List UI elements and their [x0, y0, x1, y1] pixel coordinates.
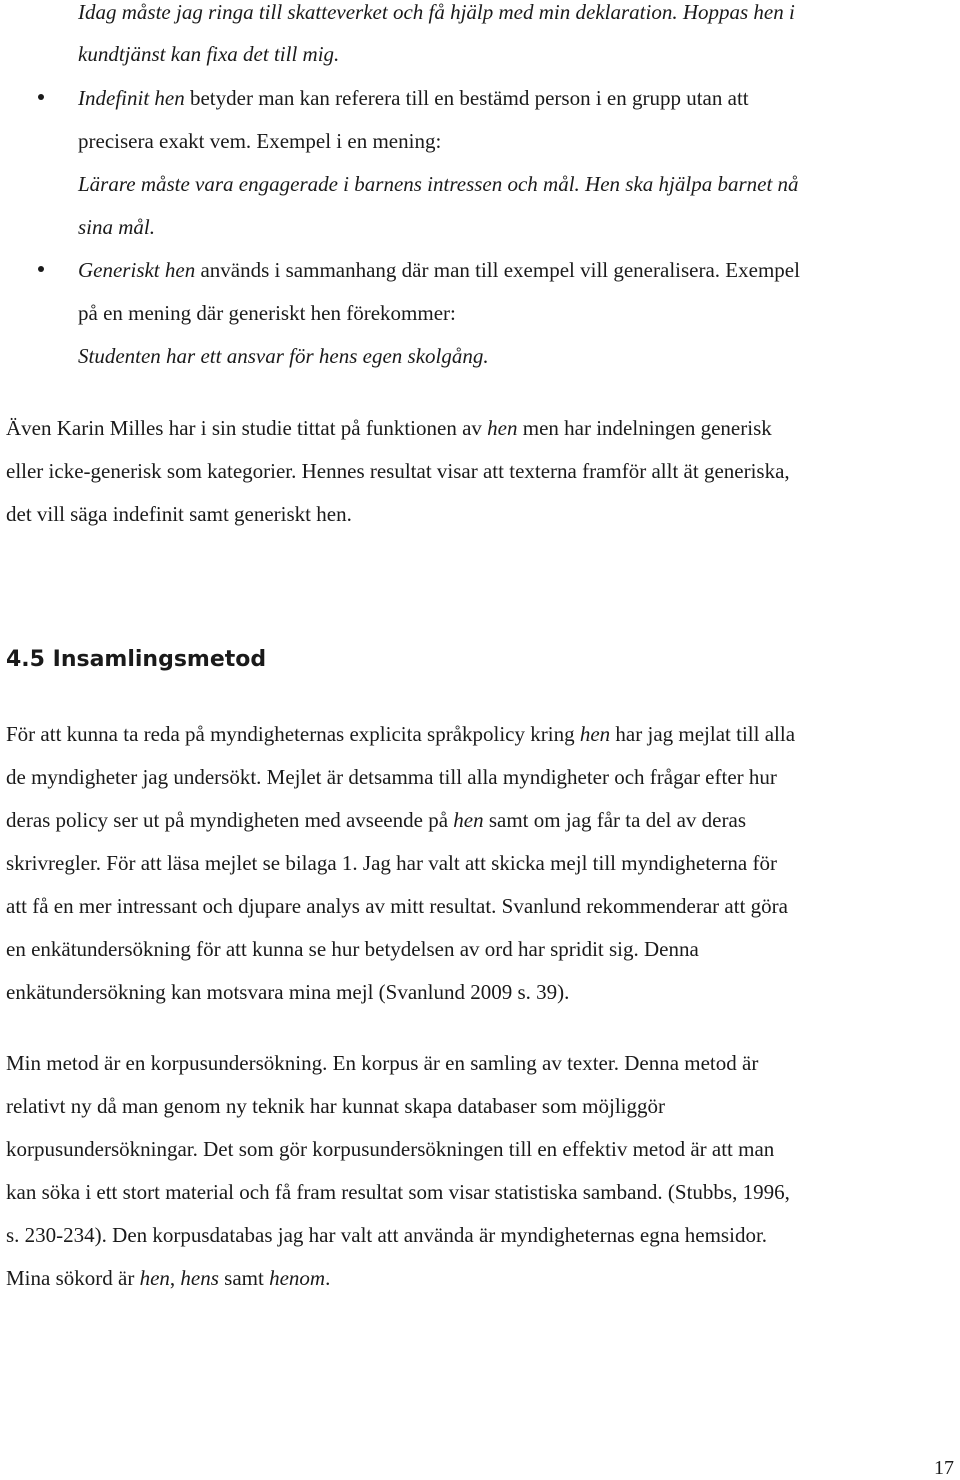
term-indefinit-hen: Indefinit hen	[78, 86, 185, 110]
emphasis-hens: hens	[180, 1266, 219, 1290]
example-sentence-line: Studenten har ett ansvar för hens egen skolgång.	[78, 344, 489, 368]
paragraph-line	[6, 808, 746, 832]
page-number: 17	[934, 1457, 954, 1479]
bullet-item-generiskt	[78, 258, 800, 282]
paragraph-line: s. 230-234). Den korpusdatabas jag har valt att använda är myndigheternas egna hemsidor.	[6, 1223, 768, 1247]
bullet-item-indefinit	[78, 86, 749, 110]
paragraph-line: en enkätundersökning för att kunna se hur betydelsen av ord har spridit sig. Denna	[6, 937, 699, 961]
bullet-text: betyder man kan referera till en bestämd person i en grupp utan att	[184, 86, 749, 110]
paragraph-line: kan söka i ett stort material och få fram resultat som visar statistiska samband. (Stubbs, 1996,	[6, 1180, 790, 1204]
example-sentence-line: kundtjänst kan fixa det till mig.	[78, 42, 340, 66]
emphasis-hen: hen	[579, 722, 611, 746]
text-run: ,	[169, 1266, 181, 1290]
text-run: men har indelningen generisk	[517, 416, 772, 440]
text-run: samt om jag får ta del av deras	[483, 808, 746, 832]
text-run: Mina sökord är	[6, 1266, 140, 1290]
emphasis-hen: hen	[453, 808, 484, 832]
paragraph-line: skrivregler. För att läsa mejlet se bilaga 1. Jag har valt att skicka mejl till myndigheterna för	[6, 851, 777, 875]
example-sentence-line: Lärare måste vara engagerade i barnens intressen och mål. Hen ska hjälpa barnet nå	[78, 172, 799, 196]
text-run: har jag mejlat till alla	[610, 722, 796, 746]
bullet-icon	[38, 266, 44, 272]
bullet-icon	[38, 94, 44, 100]
paragraph-line	[6, 416, 772, 440]
text-run: deras policy ser ut på myndigheten med avseende på	[6, 808, 454, 832]
text-run: .	[325, 1266, 331, 1290]
example-sentence-line: sina mål.	[78, 215, 156, 239]
text-run: För att kunna ta reda på myndigheternas explicita språkpolicy kring	[6, 722, 580, 746]
bullet-text: används i sammanhang där man till exempel vill generalisera. Exempel	[195, 258, 800, 282]
paragraph-line: eller icke-generisk som kategorier. Hennes resultat visar att texterna framför allt ät generiska,	[6, 459, 790, 483]
paragraph-line: enkätundersökning kan motsvara mina mejl (Svanlund 2009 s. 39).	[6, 980, 570, 1004]
text-run: Även Karin Milles har i sin studie tittat på funktionen av	[6, 416, 488, 440]
paragraph-line: korpusundersökningar. Det som gör korpusundersökningen till en effektiv metod är att man	[6, 1137, 775, 1161]
bullet-text-line: precisera exakt vem. Exempel i en mening:	[78, 129, 442, 153]
paragraph-line: att få en mer intressant och djupare analys av mitt resultat. Svanlund rekommenderar att göra	[6, 894, 788, 918]
paragraph-line: det vill säga indefinit samt generiskt hen.	[6, 502, 352, 526]
emphasis-henom: henom	[269, 1266, 326, 1290]
paragraph-line	[6, 722, 795, 746]
term-generiskt-hen: Generiskt hen	[78, 258, 196, 282]
paragraph-line: de myndigheter jag undersökt. Mejlet är detsamma till alla myndigheter och frågar efter hur	[6, 765, 777, 789]
emphasis-hen: hen	[139, 1266, 170, 1290]
paragraph-line: Min metod är en korpusundersökning. En korpus är en samling av texter. Denna metod är	[6, 1051, 759, 1075]
paragraph-line	[6, 1266, 330, 1290]
bullet-text-line: på en mening där generiskt hen förekommer:	[78, 301, 456, 325]
text-run: samt	[218, 1266, 270, 1290]
example-sentence-line: Idag måste jag ringa till skatteverket och få hjälp med min deklaration. Hoppas hen i	[78, 0, 795, 24]
emphasis-hen: hen	[487, 416, 518, 440]
section-heading: 4.5 Insamlingsmetod	[6, 647, 267, 672]
paragraph-line: relativt ny då man genom ny teknik har kunnat skapa databaser som möjliggör	[6, 1094, 665, 1118]
